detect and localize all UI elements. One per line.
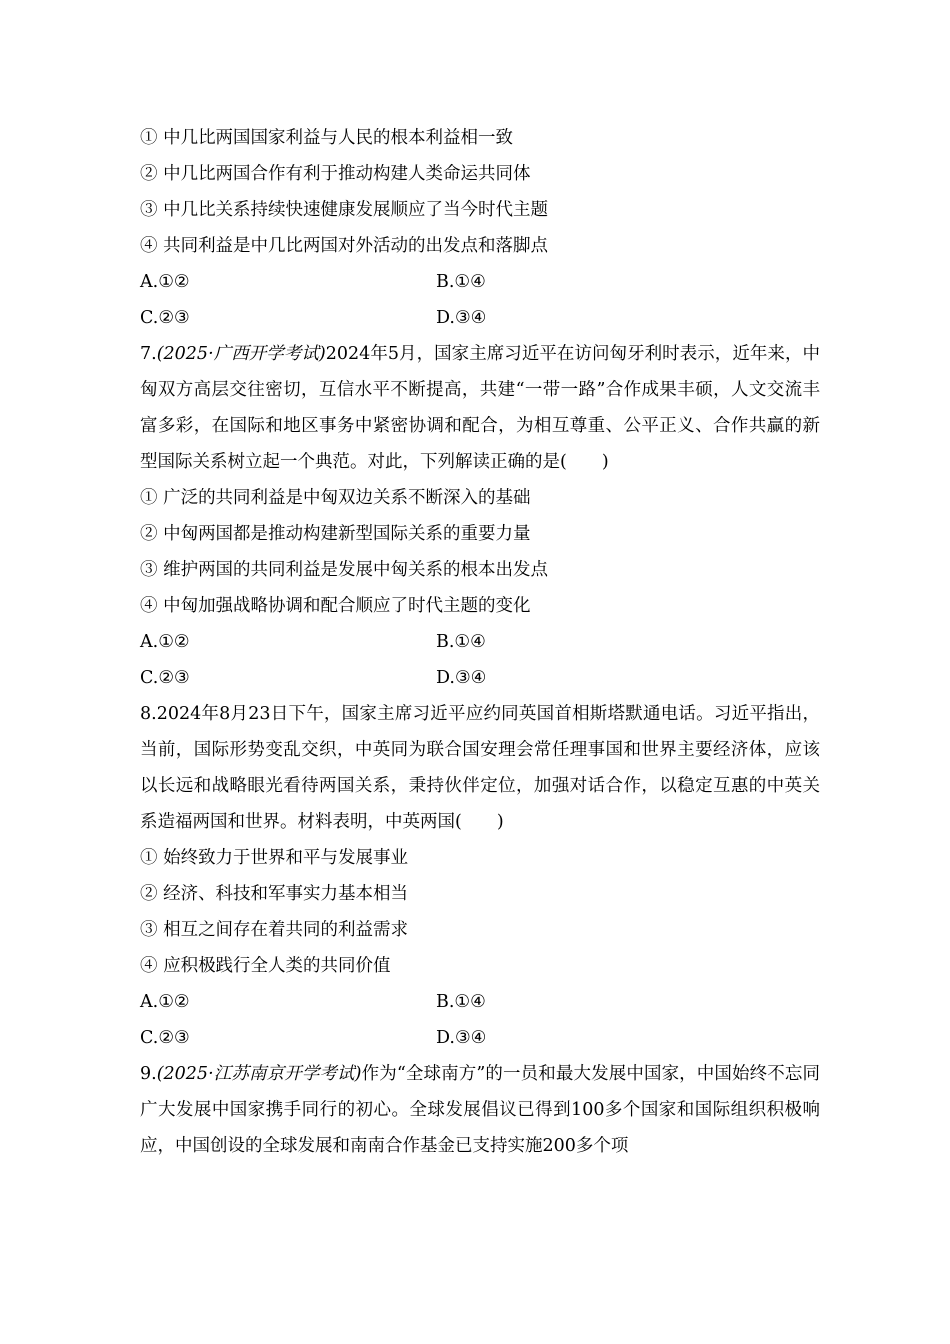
q6-option-b: B.①④ [436,272,486,292]
q6-statement-2: ② 中几比两国合作有利于推动构建人类命运共同体 [140,164,531,184]
q7-option-b: B.①④ [436,632,486,652]
q6-statement-4: ④ 共同利益是中几比两国对外活动的出发点和落脚点 [140,236,549,256]
q6-statement-3: ③ 中几比关系持续快速健康发展顺应了当今时代主题 [140,200,549,220]
q7-options-row-2 [140,660,820,696]
q8-option-b: B.①④ [436,992,486,1012]
q7-option-a: A.①② [140,632,190,652]
q6-option-c: C.②③ [140,308,190,328]
q7-stem-text: 2024年5月，国家主席习近平在访问匈牙利时表示，近年来，中匈双方高层交往密切，互信水平不断提高，共建“一带一路”合作成果丰硕，人文交流丰富多彩，在国际和地区事务中紧密协调和配合，为相互尊重、公平正义、合作共赢的新型国际关系树立起一个典范。对此，下列解读正确的是( ) [140,344,820,472]
q7-statement-2: ② 中匈两国都是推动构建新型国际关系的重要力量 [140,524,531,544]
q6-options-row-2 [140,300,820,336]
q9-stem [140,1056,820,1164]
q7-stem [140,336,820,480]
q9-source: (2025·江苏南京开学考试) [156,1064,362,1084]
question-content [140,120,820,1164]
q7-statement-3: ③ 维护两国的共同利益是发展中匈关系的根本出发点 [140,560,549,580]
q8-statement-2: ② 经济、科技和军事实力基本相当 [140,884,409,904]
q8-statement-4: ④ 应积极践行全人类的共同价值 [140,956,391,976]
q6-options-row-1 [140,264,820,300]
q8-stem: 8.2024年8月23日下午，国家主席习近平应约同英国首相斯塔默通电话。习近平指出，当前，国际形势变乱交织，中英同为联合国安理会常任理事国和世界主要经济体，应该以长远和战略眼光看待两国关系，秉持伙伴定位，加强对话合作，以稳定互惠的中英关系造福两国和世界。材料表明，中英两国( ) [140,704,820,832]
q8-options-row-1 [140,984,820,1020]
q8-options-row-2 [140,1020,820,1056]
q7-number: 7. [140,344,157,364]
q6-option-a: A.①② [140,272,190,292]
q7-option-d: D.③④ [436,668,487,688]
q6-statement-1: ① 中几比两国国家利益与人民的根本利益相一致 [140,128,514,148]
q7-statement-4: ④ 中匈加强战略协调和配合顺应了时代主题的变化 [140,596,531,616]
q9-stem-text: 作为“全球南方”的一员和最大发展中国家，中国始终不忘同广大发展中国家携手同行的初心。全球发展倡议已得到100多个国家和国际组织积极响应，中国创设的全球发展和南南合作基金已支持实施200多个项 [140,1064,820,1156]
q6-option-d: D.③④ [436,308,487,328]
q7-options-row-1 [140,624,820,660]
q9-number: 9. [140,1064,157,1084]
q8-option-a: A.①② [140,992,190,1012]
q8-statement-1: ① 始终致力于世界和平与发展事业 [140,848,409,868]
q8-statement-3: ③ 相互之间存在着共同的利益需求 [140,920,409,940]
q7-statement-1: ① 广泛的共同利益是中匈双边关系不断深入的基础 [140,488,531,508]
q8-option-d: D.③④ [436,1028,487,1048]
q8-option-c: C.②③ [140,1028,190,1048]
q7-source: (2025·广西开学考试) [156,344,326,364]
q7-option-c: C.②③ [140,668,190,688]
